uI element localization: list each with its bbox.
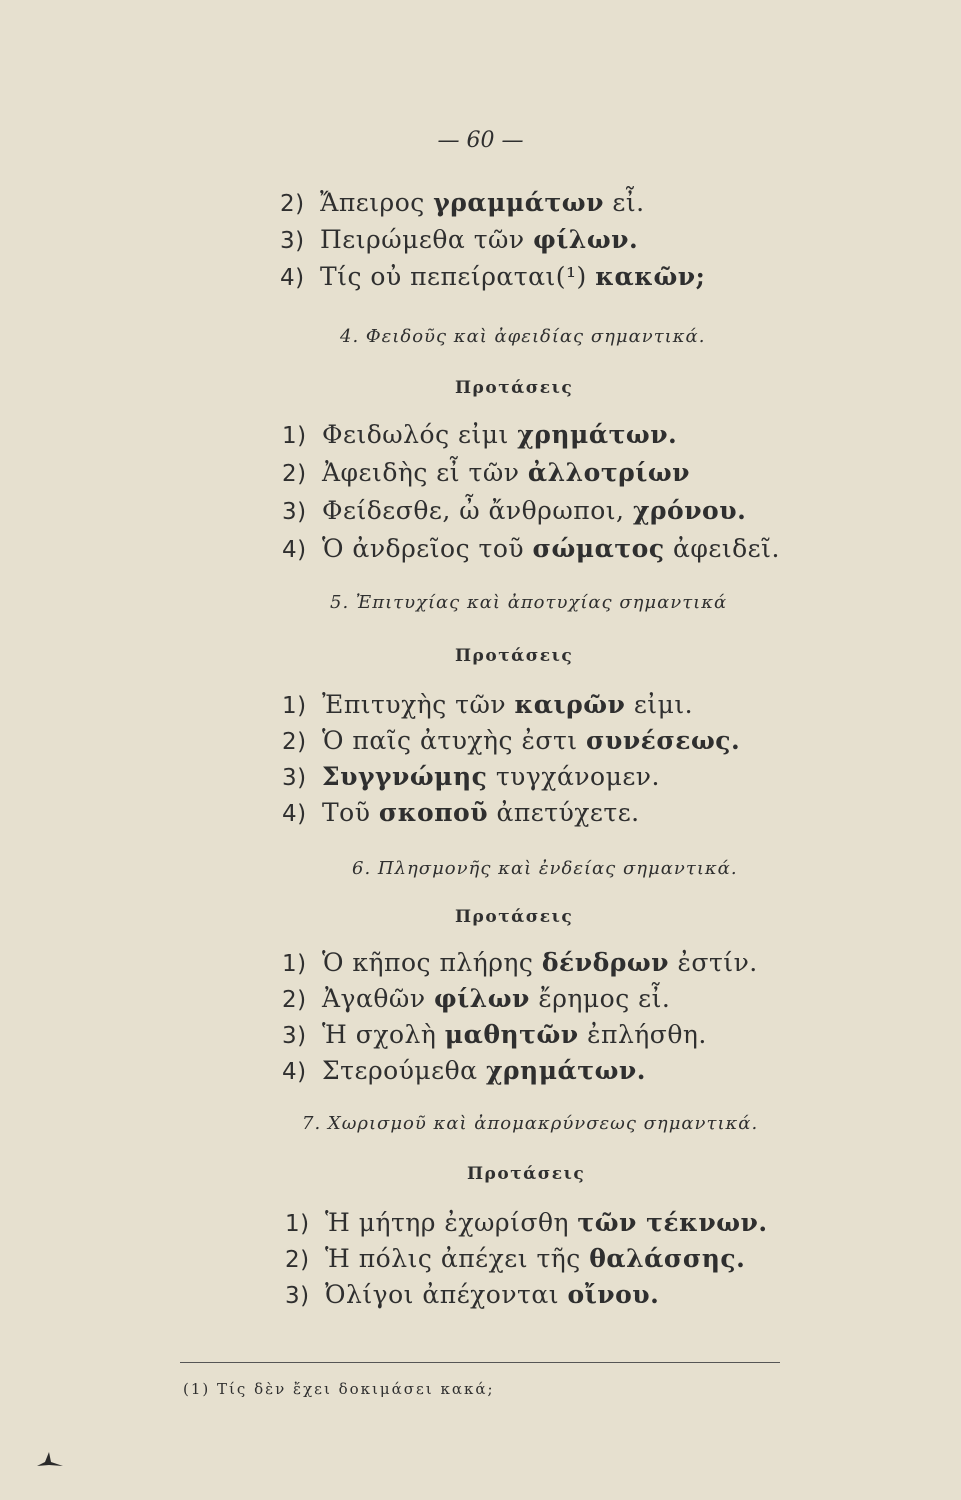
footnote: (1) Τίς δὲν ἔχει δοκιμάσει κακά; [183, 1380, 495, 1398]
list-item: 2) Ἀγαθῶν φίλων ἔρημος εἶ. [282, 984, 671, 1013]
section-heading: 4. Φειδοῦς καὶ ἀφειδίας σημαντικά. [340, 326, 706, 347]
section-subheading: Προτάσεις [455, 907, 574, 927]
section-heading: 5. Ἐπιτυχίας καὶ ἀποτυχίας σημαντικά [330, 592, 728, 613]
list-item: 3) Ἡ σχολὴ μαθητῶν ἐπλήσθη. [282, 1020, 707, 1049]
list-item: 3) Συγγνώμης τυγχάνομεν. [282, 762, 660, 791]
list-item: 3) Φείδεσθε, ὦ ἄνθρωποι, χρόνου. [282, 496, 747, 525]
page-number: — 60 — [437, 128, 524, 153]
section-list [282, 948, 758, 1087]
footnote-rule [180, 1362, 780, 1363]
list-item: 1) Φειδωλός εἰμι χρημάτων. [282, 420, 678, 449]
list-item: 4) Στερούμεθα χρημάτων. [282, 1056, 646, 1085]
list-item: 4) Ὁ ἀνδρεῖος τοῦ σώματος ἀφειδεῖ. [282, 534, 780, 563]
list-item: 4) Τοῦ σκοποῦ ἀπετύχετε. [282, 798, 640, 827]
list-item: 4) Τίς οὐ πεπείραται(¹) κακῶν; [280, 262, 706, 291]
section-subheading: Προτάσεις [455, 646, 574, 666]
list-item: 3) Ὀλίγοι ἀπέχονται οἴνου. [285, 1280, 660, 1309]
intro-list [280, 188, 705, 293]
section-subheading: Προτάσεις [467, 1164, 586, 1184]
section-list [285, 1208, 768, 1311]
list-item: 1) Ὁ κῆπος πλήρης δένδρων ἐστίν. [282, 948, 758, 977]
list-item: 1) Ἐπιτυχὴς τῶν καιρῶν εἰμι. [282, 690, 694, 719]
list-item: 3) Πειρώμεθα τῶν φίλων. [280, 225, 639, 254]
section-list [282, 690, 740, 829]
section-subheading: Προτάσεις [455, 378, 574, 398]
section-heading: 6. Πλησμονῆς καὶ ἐνδείας σημαντικά. [352, 858, 738, 879]
list-item: 1) Ἡ μήτηρ ἐχωρίσθη τῶν τέκνων. [285, 1208, 768, 1237]
ink-mark-icon [35, 1448, 65, 1470]
list-item: 2) Ἄπειρος γραμμάτων εἶ. [280, 188, 645, 217]
list-item: 2) Ὁ παῖς ἀτυχὴς ἐστι συνέσεως. [282, 726, 741, 755]
section-heading: 7. Χωρισμοῦ καὶ ἀπομακρύνσεως σημαντικά. [302, 1113, 759, 1134]
list-item: 2) Ἀφειδὴς εἶ τῶν ἀλλοτρίων [282, 458, 691, 487]
section-list [282, 420, 780, 565]
list-item: 2) Ἡ πόλις ἀπέχει τῆς θαλάσσης. [285, 1244, 746, 1273]
